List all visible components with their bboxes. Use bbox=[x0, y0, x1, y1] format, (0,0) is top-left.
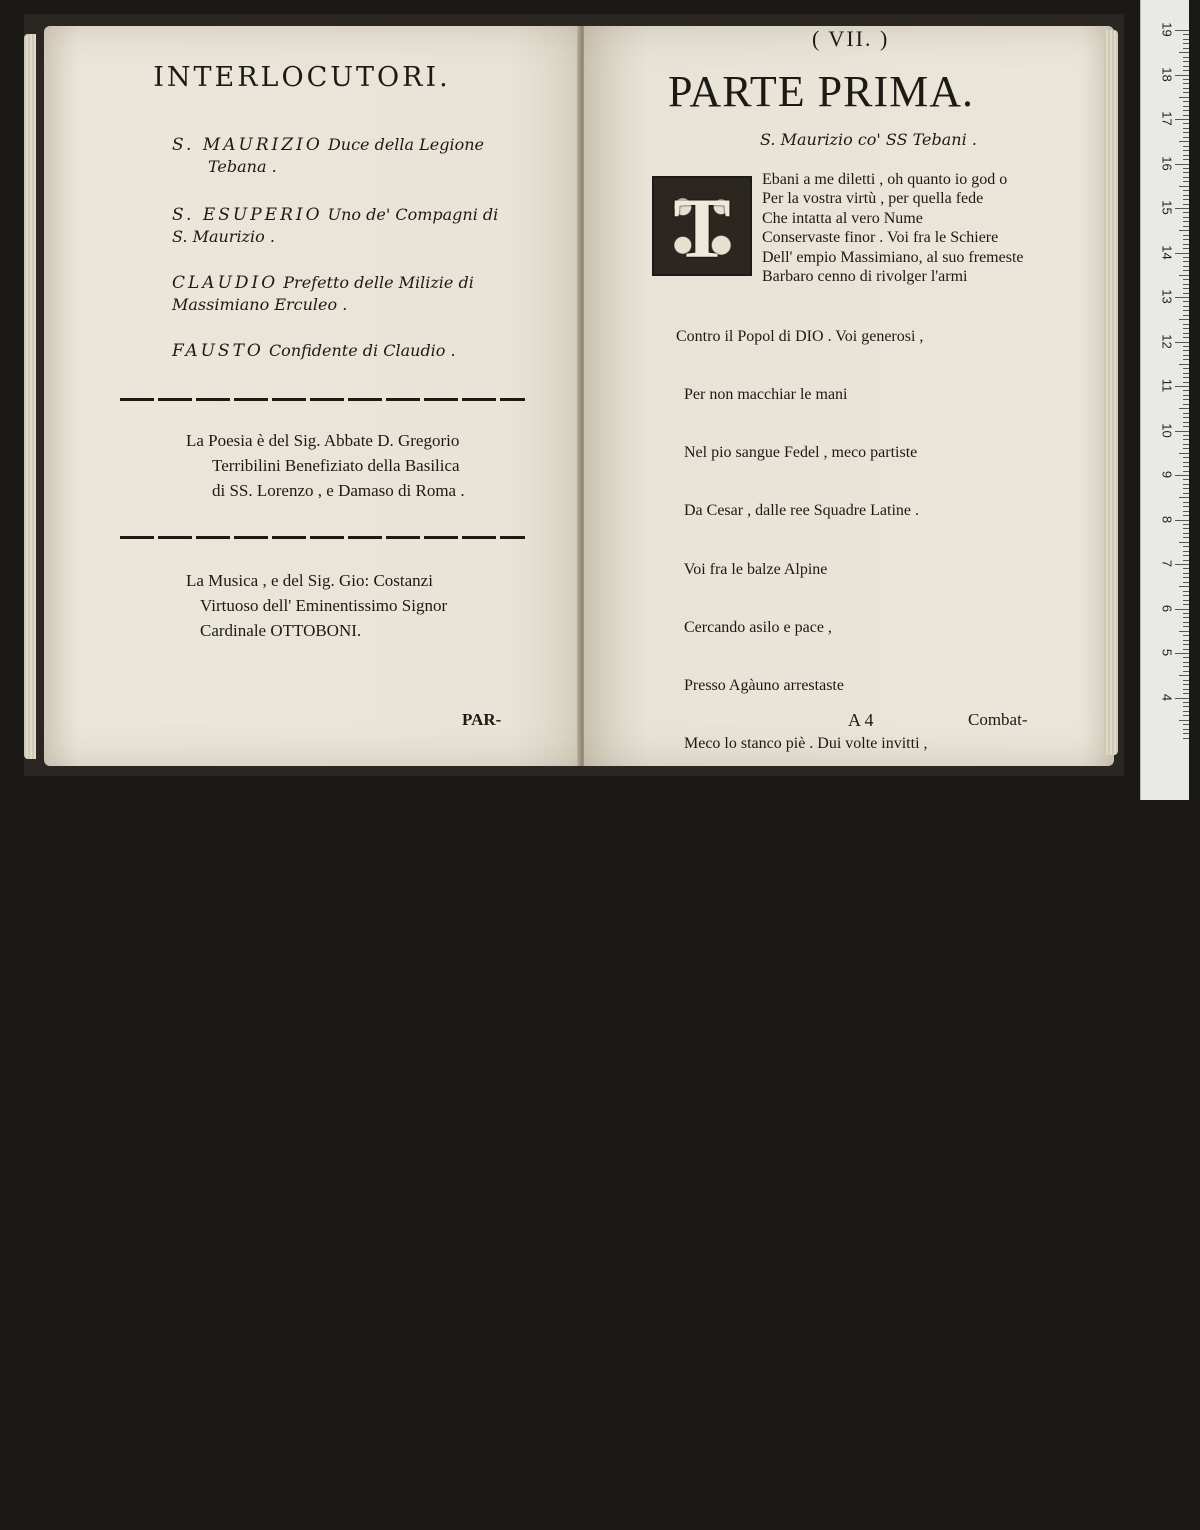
ruler-tick bbox=[1183, 350, 1189, 351]
ruler-tick bbox=[1183, 248, 1189, 249]
ruler-tick bbox=[1183, 172, 1189, 173]
ruler-tick bbox=[1183, 595, 1189, 596]
ruler-tick bbox=[1183, 506, 1189, 507]
ruler-tick bbox=[1179, 319, 1189, 320]
ruler-tick bbox=[1183, 177, 1189, 178]
ruler-tick bbox=[1183, 426, 1189, 427]
ruler-tick bbox=[1183, 61, 1189, 62]
ruler-tick bbox=[1183, 404, 1189, 405]
character-desc: Uno de' Compagni di bbox=[327, 205, 499, 224]
ruler-tick bbox=[1183, 83, 1189, 84]
ruler-tick bbox=[1179, 52, 1189, 53]
ruler-tick bbox=[1183, 377, 1189, 378]
ruler-tick bbox=[1175, 253, 1189, 254]
ruler-tick bbox=[1183, 640, 1189, 641]
ruler-tick bbox=[1179, 141, 1189, 142]
ruler-tick bbox=[1175, 30, 1189, 31]
right-catchword: Combat- bbox=[968, 710, 1028, 729]
scene-subtitle: S. Maurizio co' SS Tebani . bbox=[760, 130, 977, 149]
ruler-tick bbox=[1183, 221, 1189, 222]
ruler-tick bbox=[1175, 564, 1189, 565]
ruler-tick bbox=[1183, 479, 1189, 480]
ruler-tick bbox=[1183, 337, 1189, 338]
ruler-tick bbox=[1183, 604, 1189, 605]
ruler-tick bbox=[1183, 57, 1189, 58]
verse-line: De' cari Amici : che per fausta sorte bbox=[676, 909, 914, 927]
ruler-tick bbox=[1183, 684, 1189, 685]
ruler-tick bbox=[1183, 622, 1189, 623]
ruler-tick bbox=[1179, 675, 1189, 676]
ruler-tick bbox=[1179, 453, 1189, 454]
ruler-tick bbox=[1183, 551, 1189, 552]
ruler-tick bbox=[1183, 626, 1189, 627]
ruler-tick bbox=[1183, 212, 1189, 213]
ruler-tick bbox=[1183, 448, 1189, 449]
ruler-tick bbox=[1183, 168, 1189, 169]
ruler-tick bbox=[1183, 680, 1189, 681]
ruler-number: 18 bbox=[1159, 66, 1175, 82]
ruler-tick bbox=[1183, 502, 1189, 503]
ruler-tick bbox=[1183, 150, 1189, 151]
ruler-tick bbox=[1183, 92, 1189, 93]
ruler-tick bbox=[1183, 373, 1189, 374]
verse-line: Il Sovrano Motor nel gran cimento , bbox=[676, 1317, 915, 1335]
ruler-tick bbox=[1183, 310, 1189, 311]
character-name: CLAUDIO bbox=[172, 273, 279, 293]
ruler-tick bbox=[1179, 275, 1189, 276]
character-entry bbox=[172, 134, 522, 177]
ruler-tick bbox=[1183, 39, 1189, 40]
ruler-tick bbox=[1183, 244, 1189, 245]
signature-mark: A 4 bbox=[848, 710, 874, 730]
ruler-number: 13 bbox=[1159, 289, 1175, 304]
ruler-number: 17 bbox=[1159, 111, 1175, 126]
music-credit bbox=[186, 568, 546, 643]
ruler-tick bbox=[1183, 128, 1189, 129]
ruler-tick bbox=[1183, 666, 1189, 667]
ruler-tick bbox=[1183, 266, 1189, 267]
ruler-tick bbox=[1183, 702, 1189, 703]
ruler-tick bbox=[1183, 70, 1189, 71]
verse-line: Ebani a me diletti , oh quanto io god o bbox=[762, 171, 1008, 188]
divider-rule bbox=[120, 398, 525, 401]
poetry-credit bbox=[186, 428, 546, 503]
character-entry bbox=[172, 204, 522, 247]
ruler-tick bbox=[1183, 617, 1189, 618]
ruler-tick bbox=[1183, 226, 1189, 227]
ruler-tick bbox=[1175, 698, 1189, 699]
part-title: PARTE PRIMA. bbox=[668, 67, 975, 116]
ruler-tick bbox=[1183, 689, 1189, 690]
ruler-tick bbox=[1179, 97, 1189, 98]
credit-line: Terribilini Benefiziato della Basilica bbox=[212, 456, 460, 475]
interlocutori-heading: INTERLOCUTORI. bbox=[153, 62, 451, 93]
ruler-tick bbox=[1183, 328, 1189, 329]
ruler-tick bbox=[1183, 715, 1189, 716]
ruler-tick bbox=[1183, 533, 1189, 534]
ruler-tick bbox=[1183, 657, 1189, 658]
ruler-tick bbox=[1183, 235, 1189, 236]
ruler-tick bbox=[1183, 159, 1189, 160]
ruler-tick bbox=[1183, 199, 1189, 200]
ruler-tick bbox=[1183, 239, 1189, 240]
ruler-tick bbox=[1183, 79, 1189, 80]
verse-line: Da Cesar , dalle ree Squadre Latine . bbox=[676, 502, 920, 520]
ruler-tick bbox=[1183, 324, 1189, 325]
ruler-tick bbox=[1183, 261, 1189, 262]
ruler-tick bbox=[1183, 359, 1189, 360]
character-entry bbox=[172, 340, 522, 362]
character-desc-cont: Massimiano Erculeo . bbox=[172, 295, 348, 314]
ruler-number: 14 bbox=[1159, 244, 1175, 260]
left-catchword: PAR- bbox=[462, 710, 502, 729]
ruler-tick bbox=[1179, 720, 1189, 721]
ruler-tick bbox=[1183, 706, 1189, 707]
left-page-edges bbox=[24, 34, 36, 759]
character-desc: Prefetto delle Milizie di bbox=[283, 273, 474, 292]
ruler-tick bbox=[1183, 66, 1189, 67]
ruler-tick bbox=[1183, 484, 1189, 485]
verse-line: Dell' empio Massimiano, al suo fremeste bbox=[762, 248, 1024, 266]
ruler-tick bbox=[1183, 257, 1189, 258]
ruler-tick bbox=[1183, 568, 1189, 569]
ruler-tick bbox=[1179, 586, 1189, 587]
ruler-tick bbox=[1183, 195, 1189, 196]
ruler-tick bbox=[1183, 155, 1189, 156]
ruler-tick bbox=[1175, 520, 1189, 521]
ruler-tick bbox=[1179, 186, 1189, 187]
ruler-tick bbox=[1179, 408, 1189, 409]
divider-rule bbox=[120, 536, 525, 539]
verse-line: Barbaro cenno di rivolger l'armi bbox=[762, 267, 968, 285]
ruler-tick bbox=[1183, 106, 1189, 107]
ruler-tick bbox=[1183, 555, 1189, 556]
ruler-tick bbox=[1175, 75, 1189, 76]
measurement-ruler bbox=[1140, 0, 1189, 800]
verse-line: Che intatta al vero Nume bbox=[762, 209, 923, 227]
verse-line: Son le Palme , i Trionfi . All' alma mia . bbox=[676, 1142, 939, 1160]
ruler-number: 4 bbox=[1159, 693, 1175, 701]
ruler-tick bbox=[1183, 466, 1189, 467]
ruler-tick bbox=[1183, 649, 1189, 650]
ruler-tick bbox=[1183, 110, 1189, 111]
ruler-tick bbox=[1183, 515, 1189, 516]
ruler-tick bbox=[1183, 462, 1189, 463]
ruler-tick bbox=[1183, 101, 1189, 102]
verse-line: Nel pio sangue Fedel , meco partiste bbox=[676, 444, 918, 462]
right-page-edges bbox=[1104, 30, 1118, 755]
ruler-tick bbox=[1183, 560, 1189, 561]
character-name: FAUSTO bbox=[172, 341, 264, 361]
ruler-tick bbox=[1183, 511, 1189, 512]
ruler-tick bbox=[1183, 635, 1189, 636]
ruler-tick bbox=[1179, 497, 1189, 498]
ruler-tick bbox=[1183, 493, 1189, 494]
verse-line: L'alto scempio miraste bbox=[676, 851, 830, 869]
ruler-tick bbox=[1183, 34, 1189, 35]
ruler-tick bbox=[1183, 413, 1189, 414]
ruler-tick bbox=[1183, 738, 1189, 739]
verse-line: Il tempo è omai presente : a noi vicine bbox=[676, 1084, 930, 1102]
ruler-tick bbox=[1183, 600, 1189, 601]
ruler-tick bbox=[1183, 613, 1189, 614]
ruler-tick bbox=[1183, 711, 1189, 712]
ruler-tick bbox=[1183, 293, 1189, 294]
ruler-tick bbox=[1183, 488, 1189, 489]
ruler-tick bbox=[1183, 528, 1189, 529]
verse-line: Soffriron per GESU' ferite , e morte . bbox=[676, 968, 922, 986]
ruler-tick bbox=[1179, 542, 1189, 543]
ruler-tick bbox=[1175, 386, 1189, 387]
verse-line: Tanto Ben presagisce bbox=[676, 1200, 821, 1218]
ruler-tick bbox=[1183, 422, 1189, 423]
ruler-tick bbox=[1183, 582, 1189, 583]
ruler-tick bbox=[1183, 537, 1189, 538]
ruler-number: 15 bbox=[1159, 200, 1175, 215]
ruler-tick bbox=[1183, 382, 1189, 383]
credit-line: La Poesia è del Sig. Abbate D. Gregorio bbox=[186, 431, 460, 450]
drop-cap-letter: T bbox=[673, 180, 731, 276]
ruler-tick bbox=[1183, 399, 1189, 400]
ruler-tick bbox=[1175, 609, 1189, 610]
character-entry bbox=[172, 272, 522, 315]
ruler-number: 6 bbox=[1159, 604, 1175, 612]
character-desc-cont: Tebana . bbox=[208, 157, 277, 176]
ruler-tick bbox=[1183, 439, 1189, 440]
ruler-tick bbox=[1183, 217, 1189, 218]
ruler-number: 11 bbox=[1159, 378, 1175, 393]
ruler-tick bbox=[1183, 444, 1189, 445]
verse-line: Per la vostra virtù , per quella fede bbox=[762, 190, 984, 208]
verse-line: Meco lo stanco piè . Dui volte invitti , bbox=[676, 735, 928, 753]
decorated-initial-icon bbox=[652, 176, 752, 276]
character-desc-cont: S. Maurizio . bbox=[172, 227, 275, 246]
ruler-tick bbox=[1183, 693, 1189, 694]
verse-line: Morremo , in faccia a i perfidi Tiranni , bbox=[676, 1433, 936, 1451]
ruler-tick bbox=[1183, 181, 1189, 182]
ruler-tick bbox=[1183, 346, 1189, 347]
ruler-tick bbox=[1183, 115, 1189, 116]
ruler-tick bbox=[1183, 43, 1189, 44]
ruler-tick bbox=[1183, 301, 1189, 302]
ruler-tick bbox=[1183, 471, 1189, 472]
credit-line: La Musica , e del Sig. Gio: Costanzi bbox=[186, 571, 433, 590]
ruler-number: 5 bbox=[1159, 648, 1175, 657]
ruler-tick bbox=[1183, 288, 1189, 289]
ruler-tick bbox=[1175, 653, 1189, 654]
ruler-tick bbox=[1183, 390, 1189, 391]
ruler-tick bbox=[1183, 417, 1189, 418]
ruler-tick bbox=[1183, 132, 1189, 133]
ruler-tick bbox=[1183, 546, 1189, 547]
ruler-tick bbox=[1183, 284, 1189, 285]
ruler-tick bbox=[1183, 123, 1189, 124]
verse-line: Cercando asilo e pace , bbox=[676, 618, 832, 636]
ruler-tick bbox=[1179, 631, 1189, 632]
ruler-tick bbox=[1175, 297, 1189, 298]
ruler-tick bbox=[1183, 671, 1189, 672]
ruler-tick bbox=[1175, 119, 1189, 120]
ruler-number: 8 bbox=[1159, 515, 1175, 523]
verse-line: Voi fra le balze Alpine bbox=[676, 560, 828, 578]
ruler-tick bbox=[1179, 230, 1189, 231]
credit-line: di SS. Lorenzo , e Damaso di Roma . bbox=[212, 481, 465, 500]
ruler-tick bbox=[1183, 204, 1189, 205]
ruler-tick bbox=[1183, 724, 1189, 725]
ruler-tick bbox=[1183, 733, 1189, 734]
ruler-tick bbox=[1175, 431, 1189, 432]
page-number: ( VII. ) bbox=[812, 26, 890, 51]
verse-line: Tra il ferro , il foco , e i più penosi affanni . bbox=[676, 1491, 962, 1509]
verse-line: Conservaste finor . Voi fra le Schiere bbox=[762, 229, 999, 247]
ruler-tick bbox=[1183, 48, 1189, 49]
ruler-tick bbox=[1175, 208, 1189, 209]
verse-line: Contro il Popol di DIO . Voi generosi , bbox=[676, 327, 924, 345]
ruler-tick bbox=[1183, 644, 1189, 645]
ruler-number: 16 bbox=[1159, 155, 1175, 171]
ruler-number: 10 bbox=[1159, 422, 1175, 438]
ruler-tick bbox=[1183, 355, 1189, 356]
credit-line: Cardinale OTTOBONI. bbox=[200, 621, 362, 640]
verse-line: Benigno porgerà . Per Lui costanti bbox=[676, 1375, 905, 1393]
verse-line: Presso Agàuno arrestaste bbox=[676, 677, 844, 695]
ruler-tick bbox=[1175, 475, 1189, 476]
ruler-tick bbox=[1183, 457, 1189, 458]
ruler-tick bbox=[1183, 270, 1189, 271]
ruler-tick bbox=[1175, 342, 1189, 343]
ruler-tick bbox=[1183, 137, 1189, 138]
ruler-tick bbox=[1183, 577, 1189, 578]
verse-block-main bbox=[676, 288, 961, 1530]
character-name: S. ESUPERIO bbox=[172, 205, 323, 225]
ruler-tick bbox=[1183, 591, 1189, 592]
ruler-tick bbox=[1183, 306, 1189, 307]
ruler-tick bbox=[1183, 395, 1189, 396]
ruler-tick bbox=[1183, 573, 1189, 574]
ruler-tick bbox=[1183, 146, 1189, 147]
verse-line: Un tenero piacer . Fortezza , aita bbox=[676, 1259, 885, 1277]
character-desc: Confidente di Claudio . bbox=[268, 341, 456, 360]
ruler-tick bbox=[1183, 729, 1189, 730]
ruler-tick bbox=[1183, 435, 1189, 436]
ruler-number: 9 bbox=[1159, 470, 1175, 479]
ruler-tick bbox=[1183, 333, 1189, 334]
verse-line: Or del nostro Martire bbox=[676, 1026, 821, 1044]
character-name: S. MAURIZIO bbox=[172, 135, 323, 155]
verse-block-top bbox=[762, 170, 1024, 286]
ruler-tick bbox=[1183, 279, 1189, 280]
ruler-number: 19 bbox=[1159, 22, 1175, 37]
ruler-tick bbox=[1183, 662, 1189, 663]
ruler-number: 12 bbox=[1159, 333, 1175, 349]
ruler-tick bbox=[1179, 364, 1189, 365]
ruler-tick bbox=[1183, 315, 1189, 316]
ruler-number: 7 bbox=[1159, 559, 1175, 568]
verse-line: In quel Campo vermiglio , bbox=[676, 793, 854, 811]
ruler-tick bbox=[1183, 88, 1189, 89]
credit-line: Virtuoso dell' Eminentissimo Signor bbox=[200, 596, 448, 615]
ruler-tick bbox=[1183, 190, 1189, 191]
character-desc: Duce della Legione bbox=[327, 135, 485, 154]
ruler-tick bbox=[1183, 524, 1189, 525]
ruler-tick bbox=[1183, 368, 1189, 369]
verse-line: Per non macchiar le mani bbox=[676, 386, 848, 404]
ruler-tick bbox=[1175, 164, 1189, 165]
